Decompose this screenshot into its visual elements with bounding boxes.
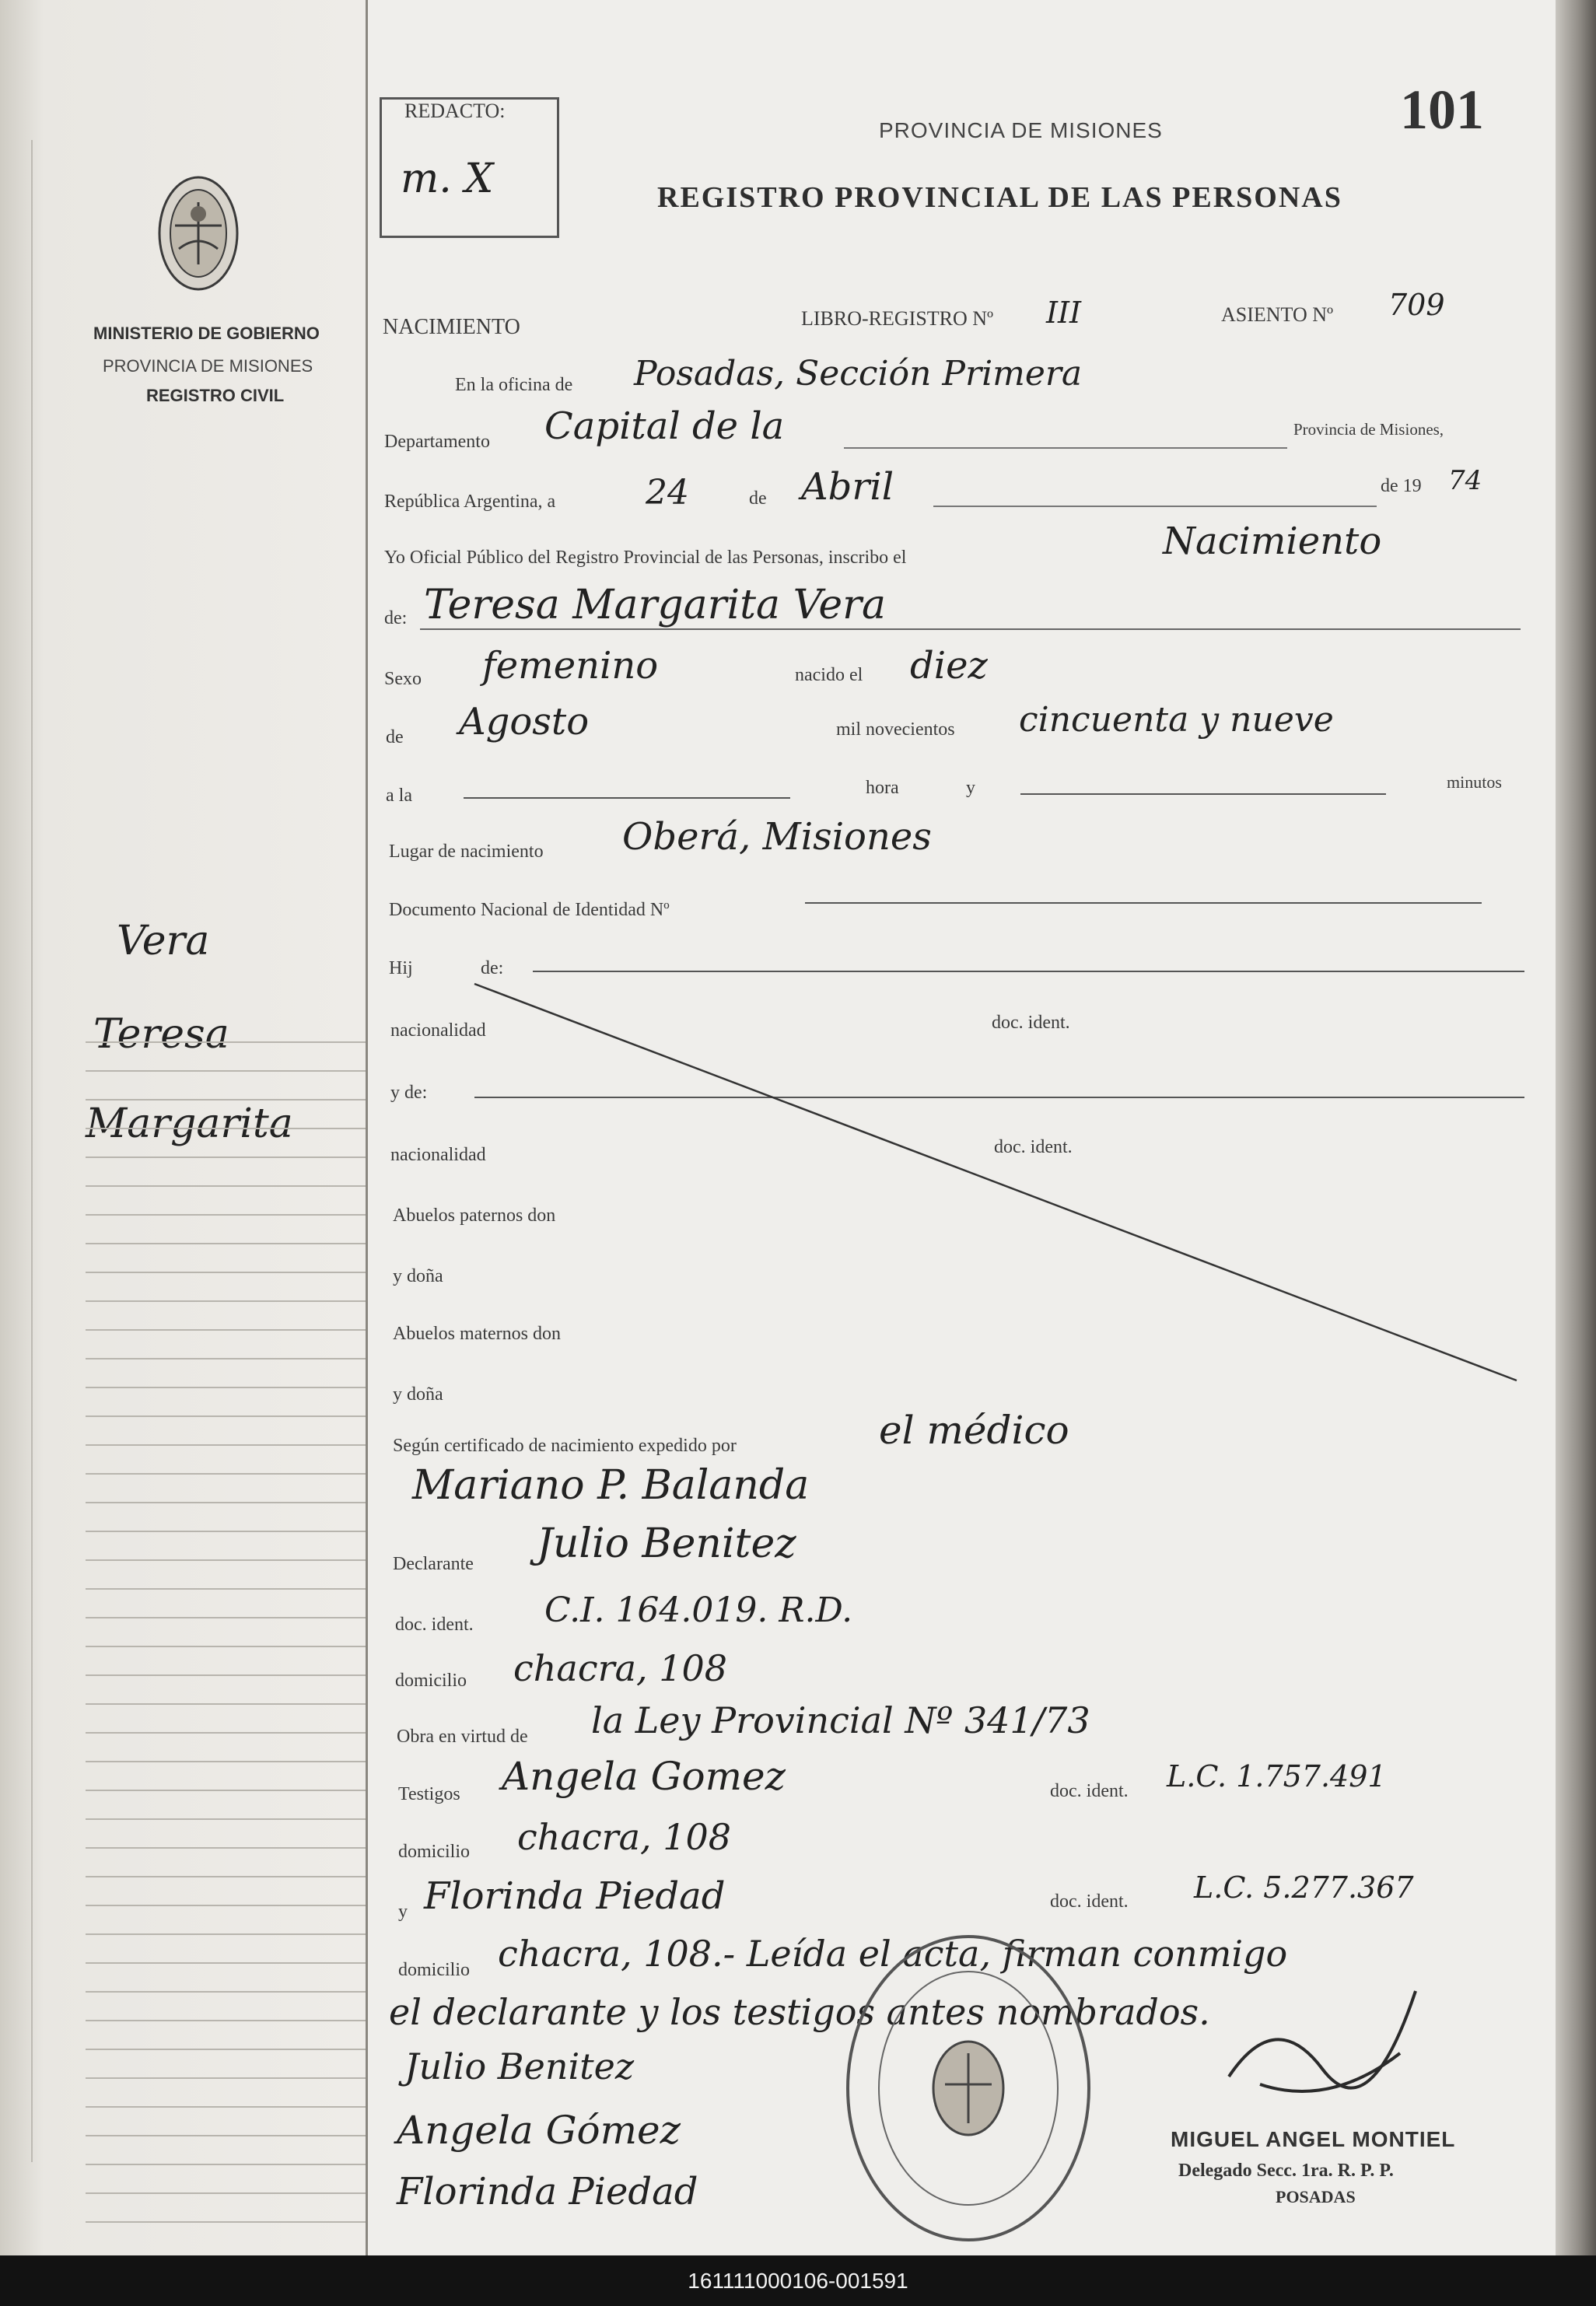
- lugar-value: Oberá, Misiones: [622, 815, 932, 859]
- testigo1-domicilio-label: domicilio: [398, 1842, 470, 1862]
- de-mes-label: de: [386, 727, 404, 747]
- page-number: 101: [1400, 79, 1484, 141]
- de-label: de: [749, 488, 767, 509]
- declarante-domicilio-label: domicilio: [395, 1671, 467, 1691]
- declarante-domicilio-value: chacra, 108: [513, 1647, 728, 1689]
- signature-testigo2: Florinda Piedad: [397, 2170, 698, 2213]
- y-de-label: y de:: [390, 1083, 428, 1103]
- obra-value: la Ley Provincial Nº 341/73: [591, 1699, 1090, 1741]
- page-edge: [1556, 0, 1596, 2255]
- ministry-line3: REGISTRO CIVIL: [146, 386, 285, 405]
- testigo1-doc-value: L.C. 1.757.491: [1167, 1759, 1387, 1793]
- oficina-label: En la oficina de: [455, 375, 573, 395]
- ministry-line1: MINISTERIO DE GOBIERNO: [93, 324, 320, 343]
- signature-declarante: Julio Benitez: [404, 2045, 635, 2087]
- redacto-label: REDACTO:: [404, 100, 506, 122]
- abuelos-paternos-dona-label: y doña: [393, 1266, 443, 1286]
- abuelos-maternos-label: Abuelos maternos don: [393, 1324, 561, 1344]
- testigo1-doc-label: doc. ident.: [1050, 1781, 1129, 1801]
- sexo-label: Sexo: [384, 669, 422, 689]
- nacionalidad-label-1: nacionalidad: [390, 1020, 486, 1041]
- testigos-label: Testigos: [398, 1784, 460, 1804]
- cross-out-line: [467, 976, 1524, 1388]
- hora-line: [464, 797, 790, 799]
- province-heading: PROVINCIA DE MISIONES: [879, 118, 1163, 142]
- official-signature-mark: [1213, 1960, 1447, 2115]
- libro-label: LIBRO-REGISTRO Nº: [801, 307, 994, 330]
- ministry-line2: PROVINCIA DE MISIONES: [103, 356, 313, 376]
- testigo2-value: Florinda Piedad: [424, 1874, 726, 1918]
- provincia-label: Provincia de Misiones,: [1293, 420, 1444, 439]
- testigo2-doc-label: doc. ident.: [1050, 1891, 1129, 1912]
- lugar-label: Lugar de nacimiento: [389, 842, 544, 862]
- segun-label: Según certificado de nacimiento expedido por: [393, 1436, 737, 1456]
- y-label: y: [966, 778, 975, 798]
- libro-value: III: [1046, 296, 1082, 330]
- nombre-value: Teresa Margarita Vera: [424, 582, 886, 628]
- margin-surname: Vera: [117, 918, 210, 964]
- declarante-label: Declarante: [393, 1554, 474, 1574]
- final-domicilio-label: domicilio: [398, 1960, 470, 1980]
- abuelos-maternos-dona-label: y doña: [393, 1384, 443, 1405]
- republica-line: [933, 506, 1377, 507]
- nacido-value: diez: [910, 644, 988, 688]
- de-nombre-label: de:: [384, 608, 408, 628]
- doc-ident-label-2: doc. ident.: [994, 1137, 1073, 1157]
- binding-mark: [31, 140, 40, 2162]
- mes-nacimiento-value: Agosto: [459, 700, 590, 744]
- nombre-line: [420, 628, 1521, 630]
- dni-line: [805, 902, 1482, 904]
- margin-first-name: Teresa: [93, 1011, 229, 1058]
- mes-value: Abril: [801, 465, 894, 509]
- document-id-band: [0, 2255, 1596, 2306]
- republica-label: República Argentina, a: [384, 492, 556, 512]
- oficina-value: Posadas, Sección Primera: [634, 354, 1083, 394]
- medico-value: Mariano P. Balanda: [412, 1462, 810, 1509]
- anio-nacimiento-value: cincuenta y nueve: [1019, 700, 1334, 740]
- testigo1-value: Angela Gomez: [502, 1754, 786, 1799]
- declarante-value: Julio Benitez: [537, 1520, 796, 1567]
- record-type: NACIMIENTO: [383, 315, 520, 339]
- document-id: 161111000106-001591: [688, 2268, 908, 2293]
- sexo-value: femenino: [482, 644, 659, 688]
- dia-value: 24: [646, 473, 689, 513]
- hij-de-label: de:: [481, 958, 504, 978]
- doc-ident-label-1: doc. ident.: [992, 1013, 1070, 1033]
- declarante-doc-label: doc. ident.: [395, 1615, 474, 1635]
- asiento-value: 709: [1388, 288, 1445, 322]
- hora-label: hora: [866, 778, 899, 798]
- yo-value: Nacimiento: [1163, 520, 1382, 563]
- nacido-label: nacido el: [795, 665, 863, 685]
- minutos-line: [1020, 793, 1386, 795]
- closing-text: el declarante y los testigos antes nombrados.: [389, 1991, 1210, 2033]
- padre-line: [533, 971, 1524, 972]
- mil-label: mil novecientos: [836, 719, 955, 740]
- official-seal-icon: [840, 1929, 1097, 2248]
- anio-value: 74: [1448, 465, 1482, 496]
- testigo1-domicilio-value: chacra, 108: [517, 1816, 732, 1858]
- official-title: Delegado Secc. 1ra. R. P. P.: [1178, 2161, 1394, 2181]
- redacto-value: m. X: [401, 156, 494, 202]
- declarante-doc-value: C.I. 164.019. R.D.: [544, 1590, 853, 1630]
- official-place: POSADAS: [1276, 2187, 1356, 2206]
- abuelos-paternos-label: Abuelos paternos don: [393, 1205, 556, 1226]
- dni-label: Documento Nacional de Identidad Nº: [389, 900, 670, 920]
- yo-label: Yo Oficial Público del Registro Provincial de las Personas, inscribo el: [384, 548, 907, 568]
- official-name: MIGUEL ANGEL MONTIEL: [1171, 2127, 1456, 2151]
- y-testigo2-label: y: [398, 1902, 408, 1922]
- nacionalidad-label-2: nacionalidad: [390, 1145, 486, 1165]
- provincial-emblem-icon: [156, 171, 241, 296]
- hij-label: Hij: [389, 958, 413, 978]
- margin-ruled-lines: [86, 1034, 373, 2232]
- departamento-value: Capital de la: [544, 404, 785, 448]
- minutos-label: minutos: [1447, 772, 1502, 792]
- margin-second-name: Margarita: [86, 1101, 293, 1147]
- final-domicilio-value: chacra, 108.- Leída el acta, firman conmigo: [498, 1933, 1288, 1975]
- asiento-label: ASIENTO Nº: [1221, 303, 1334, 326]
- testigo2-doc-value: L.C. 5.277.367: [1194, 1870, 1414, 1905]
- anio-label: de 19: [1381, 476, 1422, 496]
- ala-label: a la: [386, 786, 412, 806]
- departamento-line: [844, 447, 1287, 449]
- registry-heading: REGISTRO PROVINCIAL DE LAS PERSONAS: [657, 181, 1342, 214]
- departamento-label: Departamento: [384, 432, 490, 452]
- segun-value: el médico: [879, 1408, 1069, 1453]
- signature-testigo1: Angela Gómez: [397, 2108, 681, 2153]
- obra-label: Obra en virtud de: [397, 1727, 528, 1747]
